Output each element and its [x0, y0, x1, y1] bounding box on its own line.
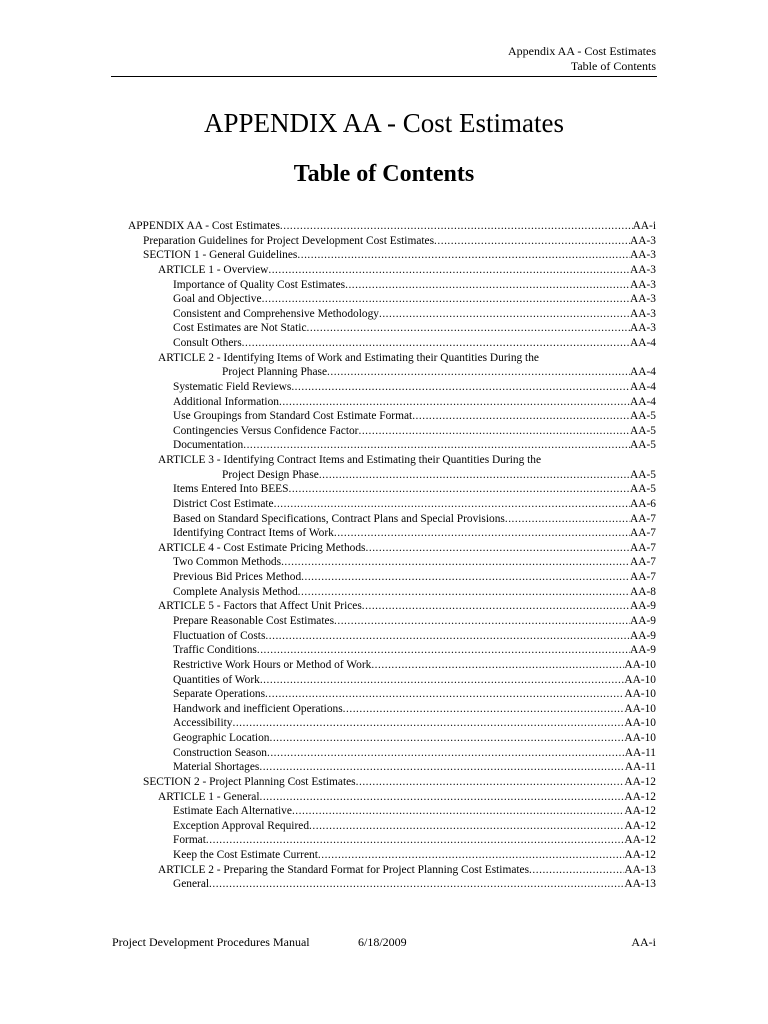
toc-entry-title: Separate Operations	[173, 688, 266, 701]
toc-leader-dots	[259, 761, 624, 773]
toc-entry-title: Accessibility	[173, 717, 233, 730]
toc-entry-title: ARTICLE 2 - Identifying Items of Work and Estimating their Quantities During the	[158, 351, 539, 364]
toc-leader-dots	[412, 410, 630, 422]
toc-entry-title: ARTICLE 1 - Overview	[158, 263, 269, 276]
toc-entry[interactable]	[173, 703, 656, 717]
toc-leader-dots	[505, 513, 630, 525]
toc-leader-dots	[358, 425, 630, 437]
toc-entry[interactable]	[173, 630, 656, 644]
toc-leader-dots	[291, 381, 630, 393]
toc-entry-title: ARTICLE 4 - Cost Estimate Pricing Methods	[158, 541, 366, 554]
toc-page-number: AA-11	[624, 746, 656, 759]
toc-page-number: AA-9	[630, 615, 656, 627]
toc-page-number: AA-12	[624, 849, 656, 862]
toc-entry[interactable]	[173, 439, 656, 453]
toc-entry[interactable]	[173, 381, 656, 395]
toc-page-number: AA-3	[630, 278, 656, 291]
toc-entry-title: ARTICLE 1 - General	[158, 790, 260, 803]
toc-entry-title: Exception Approval Required	[173, 819, 310, 832]
toc-leader-dots	[298, 586, 630, 598]
toc-page-number: AA-4	[630, 380, 656, 393]
toc-leader-dots	[280, 220, 633, 232]
toc-page-number: AA-3	[630, 322, 656, 335]
toc-leader-dots	[260, 674, 625, 686]
toc-entry[interactable]	[173, 849, 656, 863]
toc-page-number: AA-7	[630, 556, 656, 569]
toc-page-number: AA-11	[624, 761, 656, 774]
toc-entry-title: Contingencies Versus Confidence Factor	[173, 424, 359, 437]
toc-entry[interactable]	[173, 396, 656, 410]
toc-entry[interactable]	[173, 688, 656, 702]
toc-leader-dots	[318, 849, 624, 861]
toc-entry[interactable]	[173, 308, 656, 322]
toc-entry[interactable]	[173, 513, 656, 527]
toc-leader-dots	[366, 542, 631, 554]
toc-entry[interactable]	[128, 220, 656, 234]
toc-entry-title: ARTICLE 5 - Factors that Affect Unit Prices	[158, 600, 362, 613]
toc-page-number: AA-4	[630, 366, 656, 379]
toc-leader-dots	[268, 264, 630, 276]
toc-page-number: AA-12	[624, 805, 656, 818]
toc-page-number: AA-9	[630, 644, 656, 657]
toc-entry[interactable]	[173, 498, 656, 512]
toc-entry[interactable]	[173, 527, 656, 541]
toc-leader-dots	[262, 293, 630, 305]
header-line-1: Appendix AA - Cost Estimates	[508, 44, 656, 58]
toc-page-number: AA-7	[630, 541, 656, 554]
toc-page-number: AA-10	[624, 688, 656, 701]
footer-date: 6/18/2009	[358, 935, 407, 949]
footer-page-number: AA-i	[631, 935, 656, 949]
toc-entry[interactable]	[173, 586, 656, 600]
toc-entry[interactable]	[173, 279, 656, 293]
toc-entry[interactable]	[143, 249, 656, 263]
toc-page-number: AA-5	[630, 439, 656, 452]
toc-entry[interactable]	[222, 366, 656, 380]
toc-entry[interactable]	[173, 410, 656, 424]
toc-page-number: AA-7	[630, 527, 656, 540]
toc-leader-dots	[345, 279, 630, 291]
toc-entry-title: SECTION 1 - General Guidelines	[143, 249, 298, 262]
toc-leader-dots	[267, 747, 625, 759]
toc-page-number: AA-i	[632, 220, 656, 232]
toc-leader-dots	[334, 615, 630, 627]
toc-entry-title: Systematic Field Reviews	[173, 380, 292, 393]
toc-leader-dots	[307, 322, 631, 334]
toc-entry-title: Format	[173, 834, 206, 847]
toc-page-number: AA-10	[624, 702, 656, 715]
toc-leader-dots	[343, 703, 625, 715]
toc-page-number: AA-3	[630, 234, 656, 247]
toc-entry-title: Traffic Conditions	[173, 644, 257, 657]
toc-leader-dots	[334, 527, 630, 539]
toc-entry-title: APPENDIX AA - Cost Estimates	[128, 220, 280, 232]
toc-page-number: AA-6	[630, 497, 656, 510]
toc-entry[interactable]	[143, 776, 656, 790]
toc-entry[interactable]	[173, 834, 656, 848]
toc-entry[interactable]	[173, 644, 656, 658]
toc-page-number: AA-7	[630, 571, 656, 584]
toc-entry[interactable]	[173, 293, 656, 307]
toc-page-number: AA-13	[624, 863, 656, 876]
toc-leader-dots	[288, 483, 630, 495]
toc-entry-title: Based on Standard Specifications, Contract Plans and Special Provisions	[173, 512, 505, 525]
toc-leader-dots	[362, 600, 630, 612]
toc-page-number: AA-8	[630, 585, 656, 598]
toc-entry-title: Restrictive Work Hours or Method of Work	[173, 658, 372, 671]
toc-entry-title: Additional Information	[173, 395, 279, 408]
toc-entry-title: Identifying Contract Items of Work	[173, 527, 334, 540]
toc-leader-dots	[356, 776, 625, 788]
toc-entry[interactable]	[158, 864, 656, 878]
toc-entry[interactable]	[158, 264, 656, 278]
toc-entry[interactable]	[143, 235, 656, 249]
toc-entry-title: ARTICLE 2 - Preparing the Standard Format for Project Planning Cost Estimates	[158, 863, 530, 876]
toc-heading: Table of Contents	[293, 161, 475, 187]
toc-leader-dots	[292, 805, 624, 817]
toc-entry[interactable]	[222, 469, 656, 483]
toc-leader-dots	[297, 249, 630, 261]
running-header	[508, 44, 656, 74]
toc-leader-dots	[265, 688, 624, 700]
toc-entry[interactable]	[158, 600, 656, 614]
toc-entry[interactable]	[173, 556, 656, 570]
toc-page-number: AA-4	[630, 337, 656, 350]
toc-leader-dots	[259, 791, 624, 803]
toc-entry-title: Use Groupings from Standard Cost Estimate Format	[173, 410, 413, 423]
toc-leader-dots	[269, 732, 624, 744]
toc-page-number: AA-5	[630, 410, 656, 423]
toc-page-number: AA-9	[630, 600, 656, 613]
toc-page-number: AA-7	[630, 512, 656, 525]
toc-page-number: AA-12	[624, 819, 656, 832]
toc-leader-dots	[242, 337, 630, 349]
toc-page-number: AA-13	[624, 878, 656, 891]
toc-entry-title: Construction Season	[173, 746, 267, 759]
toc-entry-title: ARTICLE 3 - Identifying Contract Items and Estimating their Quantities During the	[158, 454, 542, 467]
toc-entry-title-continued: Project Design Phase	[222, 468, 319, 481]
toc-leader-dots	[371, 659, 624, 671]
toc-entry[interactable]	[173, 820, 656, 834]
toc-entry-title: Documentation	[173, 439, 244, 452]
toc-entry-title: Keep the Cost Estimate Current	[173, 849, 318, 862]
toc-entry-title: Estimate Each Alternative	[173, 805, 292, 818]
toc-entry[interactable]	[173, 717, 656, 731]
toc-entry[interactable]	[173, 615, 656, 629]
toc-entry[interactable]	[173, 761, 656, 775]
toc-entry[interactable]	[173, 425, 656, 439]
toc-entry-title: General	[173, 878, 210, 891]
toc-entry-title: Material Shortages	[173, 761, 260, 774]
toc-page-number: AA-3	[630, 293, 656, 306]
toc-entry-title: Two Common Methods	[173, 556, 282, 569]
toc-page-number: AA-3	[630, 307, 656, 320]
toc-entry[interactable]	[173, 805, 656, 819]
toc-page-number: AA-9	[630, 629, 656, 642]
toc-entry[interactable]	[158, 542, 656, 556]
toc-entry-title: Goal and Objective	[173, 293, 262, 306]
toc-entry-title: Previous Bid Prices Method	[173, 571, 302, 584]
toc-entry[interactable]	[173, 337, 656, 351]
toc-entry-title: Handwork and inefficient Operations	[173, 702, 343, 715]
header-line-2: Table of Contents	[570, 59, 656, 73]
toc-entry[interactable]	[173, 659, 656, 673]
toc-page-number: AA-12	[624, 775, 656, 788]
toc-page-number: AA-10	[624, 732, 656, 745]
toc-entry-title: Cost Estimates are Not Static	[173, 322, 307, 335]
header-rule	[111, 76, 657, 77]
toc-leader-dots	[232, 717, 624, 729]
toc-entry-title: SECTION 2 - Project Planning Cost Estimates	[143, 775, 356, 788]
toc-leader-dots	[243, 439, 630, 451]
toc-entry-title: Quantities of Work	[173, 673, 260, 686]
toc-leader-dots	[279, 396, 630, 408]
toc-leader-dots	[206, 834, 624, 846]
document-title: APPENDIX AA - Cost Estimates	[203, 108, 565, 138]
toc-entry-title: Complete Analysis Method	[173, 585, 298, 598]
toc-entry-title: District Cost Estimate	[173, 497, 274, 510]
toc-page-number: AA-5	[630, 468, 656, 481]
toc-page-number: AA-12	[624, 790, 656, 803]
toc-entry-title: Consult Others	[173, 337, 242, 350]
toc-leader-dots	[281, 556, 630, 568]
toc-entry-title: Fluctuation of Costs	[173, 629, 266, 642]
toc-leader-dots	[434, 235, 630, 247]
toc-page-number: AA-5	[630, 424, 656, 437]
toc-leader-dots	[319, 469, 630, 481]
toc-page-number: AA-10	[624, 717, 656, 730]
toc-leader-dots	[327, 366, 630, 378]
toc-entry-title: Importance of Quality Cost Estimates	[173, 278, 346, 291]
toc-page-number: AA-12	[624, 834, 656, 847]
toc-entry[interactable]	[173, 747, 656, 761]
toc-page-number: AA-3	[630, 263, 656, 276]
toc-entry-title-continued: Project Planning Phase	[222, 366, 328, 379]
toc-page-number: AA-10	[624, 673, 656, 686]
toc-page-number: AA-4	[630, 395, 656, 408]
toc-entry[interactable]	[173, 322, 656, 336]
toc-entry-title: Consistent and Comprehensive Methodology	[173, 307, 379, 320]
toc-entry[interactable]	[173, 674, 656, 688]
toc-leader-dots	[301, 571, 630, 583]
toc-page-number: AA-3	[630, 249, 656, 262]
toc-leader-dots	[529, 864, 624, 876]
toc-leader-dots	[274, 498, 630, 510]
toc-leader-dots	[309, 820, 624, 832]
toc-entry[interactable]	[173, 732, 656, 746]
toc-entry[interactable]	[173, 878, 656, 892]
toc-entry[interactable]	[158, 791, 656, 805]
toc-entry[interactable]	[173, 483, 656, 497]
toc-entry[interactable]	[173, 571, 656, 585]
toc-leader-dots	[265, 630, 630, 642]
toc-page-number: AA-10	[624, 658, 656, 671]
toc-leader-dots	[209, 878, 624, 890]
footer-manual-title: Project Development Procedures Manual	[112, 935, 310, 949]
toc-entry-title: Items Entered Into BEES	[173, 483, 289, 496]
toc-leader-dots	[257, 644, 630, 656]
toc-entry-title: Preparation Guidelines for Project Development Cost Estimates	[143, 234, 435, 247]
toc-page-number: AA-5	[630, 483, 656, 496]
toc-entry-title: Geographic Location	[173, 732, 270, 745]
toc-entry-title: Prepare Reasonable Cost Estimates	[173, 615, 335, 627]
toc-leader-dots	[379, 308, 630, 320]
